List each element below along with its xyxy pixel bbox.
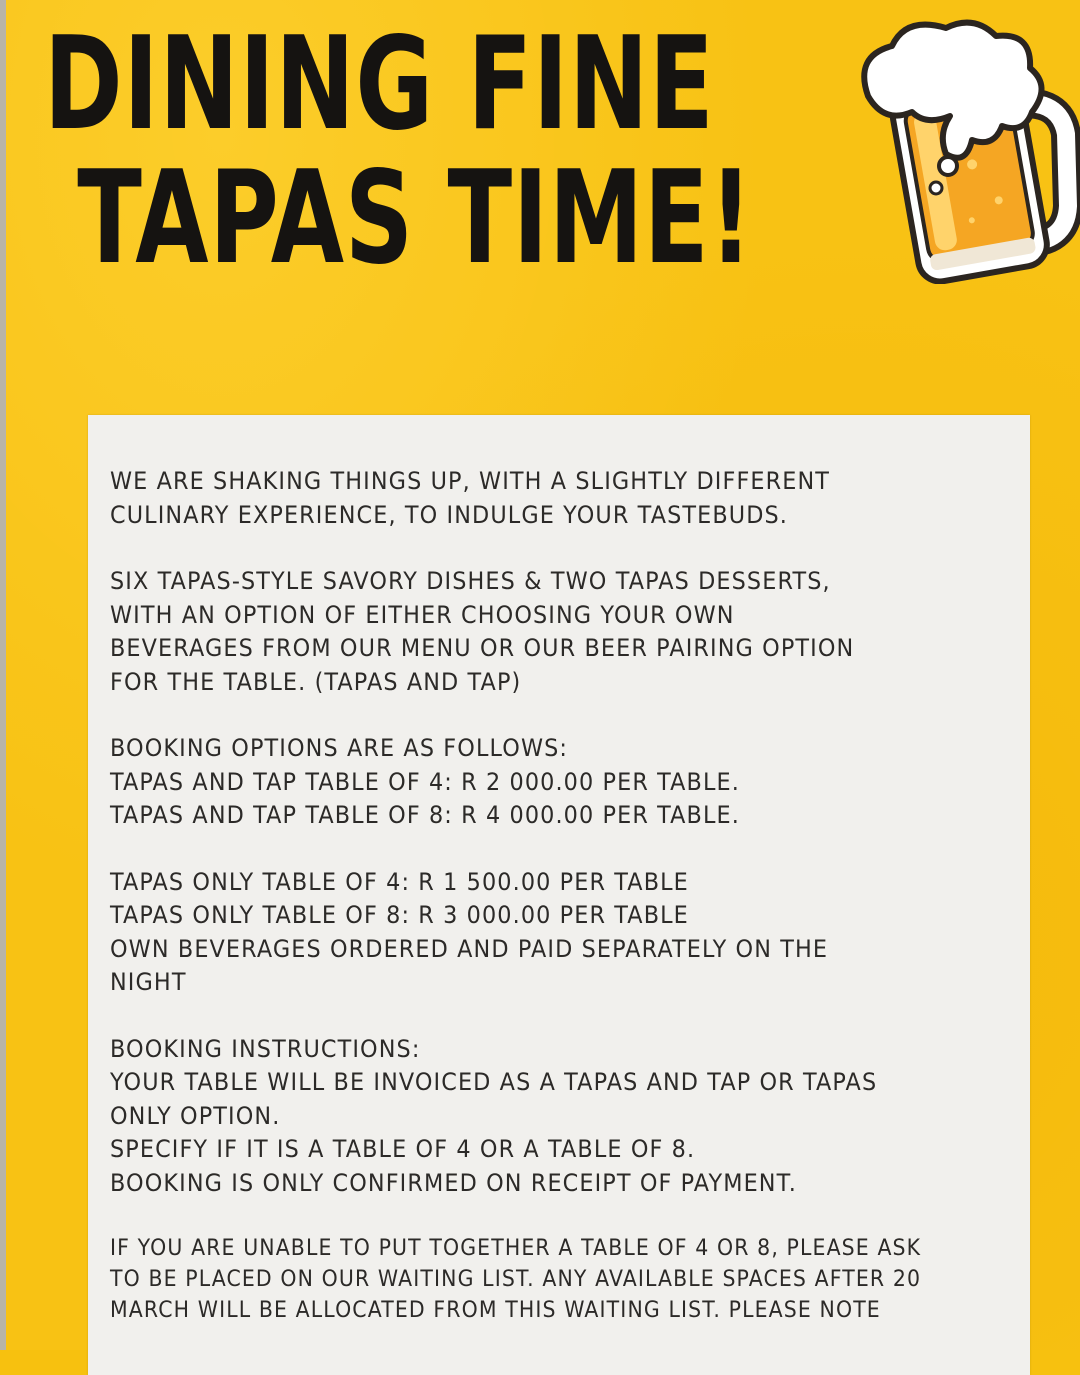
instructions-line-3: SPECIFY IF IT IS A TABLE OF 4 OR A TABLE OF 8.	[110, 1135, 696, 1163]
waiting-list-line-2: TO BE PLACED ON OUR WAITING LIST. ANY AVAILABLE SPACES AFTER 20	[110, 1267, 922, 1292]
booking-instructions-paragraph	[110, 1033, 975, 1201]
booking-options-heading: BOOKING OPTIONS ARE AS FOLLOWS:	[110, 734, 569, 762]
price-tapas-and-tap-4: TAPAS AND TAP TABLE OF 4: R 2 000.00 PER TABLE.	[110, 767, 740, 796]
description-line-2: WITH AN OPTION OF EITHER CHOOSING YOUR OWN	[110, 600, 735, 629]
instructions-line-2: ONLY OPTION.	[110, 1101, 281, 1130]
price-tapas-only-4: TAPAS ONLY TABLE OF 4: R 1 500.00 PER TABLE	[110, 867, 689, 896]
waiting-list-line-3: MARCH WILL BE ALLOCATED FROM THIS WAITING LIST. PLEASE NOTE	[110, 1298, 881, 1323]
beverages-note-line-2: NIGHT	[110, 968, 187, 996]
info-card-text	[110, 465, 975, 1359]
description-paragraph	[110, 565, 975, 699]
intro-line-1: WE ARE SHAKING THINGS UP, WITH A SLIGHTLY DIFFERENT	[110, 467, 831, 495]
price-tapas-only-8: TAPAS ONLY TABLE OF 8: R 3 000.00 PER TABLE	[110, 901, 689, 929]
waiting-list-line-1: IF YOU ARE UNABLE TO PUT TOGETHER A TABLE OF 4 OR 8, PLEASE ASK	[110, 1236, 922, 1261]
instructions-line-4: BOOKING IS ONLY CONFIRMED ON RECEIPT OF PAYMENT.	[110, 1168, 797, 1197]
title-line-1: DINING FINE	[44, 10, 715, 159]
price-tapas-and-tap-8: TAPAS AND TAP TABLE OF 8: R 4 000.00 PER TABLE.	[110, 801, 740, 829]
description-line-3: BEVERAGES FROM OUR MENU OR OUR BEER PAIRING OPTION	[110, 634, 855, 662]
waiting-list-paragraph	[110, 1233, 975, 1326]
booking-options-paragraph	[110, 732, 975, 833]
description-line-4: FOR THE TABLE. (TAPAS AND TAP)	[110, 667, 522, 696]
info-card	[88, 415, 1030, 1375]
tapas-only-paragraph	[110, 866, 975, 1000]
title-line-2: TAPAS TIME!	[77, 144, 754, 293]
instructions-line-1: YOUR TABLE WILL BE INVOICED AS A TAPAS AND TAP OR TAPAS	[110, 1068, 878, 1096]
intro-paragraph	[110, 465, 975, 532]
beverages-note-line-1: OWN BEVERAGES ORDERED AND PAID SEPARATELY ON THE	[110, 934, 829, 963]
booking-instructions-heading: BOOKING INSTRUCTIONS:	[110, 1034, 421, 1063]
poster-title	[44, 10, 754, 293]
beer-mug-icon	[854, 16, 1080, 284]
description-line-1: SIX TAPAS-STYLE SAVORY DISHES & TWO TAPAS DESSERTS,	[110, 567, 831, 595]
intro-line-2: CULINARY EXPERIENCE, TO INDULGE YOUR TASTEBUDS.	[110, 500, 789, 529]
